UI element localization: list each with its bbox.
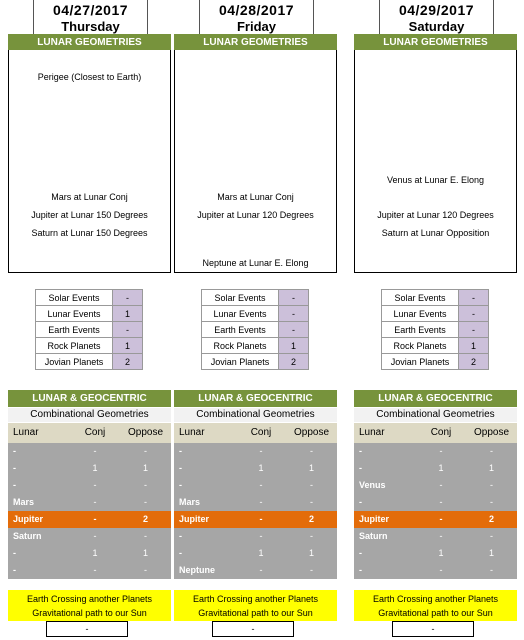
lunar-geometries-box — [174, 50, 337, 273]
event-label: Rock Planets — [36, 338, 113, 354]
event-label: Solar Events — [36, 290, 113, 306]
combinational-geometries-title: Combinational Geometries — [174, 408, 337, 422]
row-body-name: Saturn — [13, 531, 42, 541]
row-oppose-count: - — [490, 531, 493, 541]
row-oppose-count: - — [144, 446, 147, 456]
event-count: - — [459, 290, 489, 306]
earth-crossing-note — [174, 590, 337, 621]
row-conj-count: - — [93, 514, 97, 524]
row-body-name: Neptune — [179, 565, 215, 575]
row-oppose-count: - — [490, 480, 493, 490]
note-line: Earth Crossing another Planets — [372, 594, 499, 604]
lunar-geometries-header: LUNAR GEOMETRIES — [174, 34, 337, 51]
geometry-line: Mars at Lunar Conj — [51, 192, 128, 202]
row-conj-count: 1 — [438, 548, 444, 558]
event-label: Jovian Planets — [382, 354, 459, 370]
grid-row — [354, 511, 517, 528]
note-line: Gravitational path to our Sun — [198, 608, 313, 618]
earth-crossing-note — [354, 590, 517, 621]
lunar-geometries-box — [8, 50, 171, 273]
weekday-label: Friday — [236, 19, 276, 34]
combinational-geometries-title: Combinational Geometries — [354, 408, 517, 422]
event-count: - — [279, 290, 309, 306]
grid-row — [8, 528, 171, 545]
row-body-name: - — [359, 565, 362, 575]
row-oppose-count: 1 — [488, 463, 494, 473]
lunar-geometries-box — [354, 50, 517, 273]
row-conj-count: 1 — [438, 463, 444, 473]
row-body-name: Saturn — [359, 531, 388, 541]
geometry-line: Neptune at Lunar E. Elong — [202, 258, 309, 268]
events-table — [35, 289, 143, 370]
row-oppose-count: 2 — [308, 514, 314, 524]
row-conj-count: - — [259, 531, 263, 541]
grid-header-row — [174, 423, 337, 443]
lunar-geocentric-header: LUNAR & GEOCENTRIC — [8, 390, 171, 407]
events-row — [202, 322, 309, 338]
row-oppose-count: 1 — [308, 463, 314, 473]
event-count: - — [279, 322, 309, 338]
grid-row — [174, 562, 337, 579]
row-conj-count: 1 — [258, 548, 264, 558]
event-label: Earth Events — [382, 322, 459, 338]
date-header — [379, 0, 494, 35]
grid-row — [8, 494, 171, 511]
grid-row — [354, 443, 517, 460]
row-body-name: - — [359, 446, 362, 456]
row-oppose-count: - — [144, 480, 147, 490]
row-conj-count: - — [259, 497, 263, 507]
row-oppose-count: - — [490, 446, 493, 456]
row-conj-count: - — [259, 565, 263, 575]
row-body-name: - — [179, 548, 182, 558]
weekday-label: Saturday — [408, 19, 465, 34]
grid-header-row — [8, 423, 171, 443]
event-label: Earth Events — [36, 322, 113, 338]
geometry-line: Jupiter at Lunar 120 Degrees — [377, 210, 494, 220]
row-body-name: - — [13, 565, 16, 575]
event-label: Lunar Events — [382, 306, 459, 322]
event-count: - — [459, 322, 489, 338]
row-oppose-count: - — [144, 497, 147, 507]
grid-row — [174, 494, 337, 511]
row-conj-count: 1 — [92, 463, 98, 473]
geometry-line: Mars at Lunar Conj — [217, 192, 294, 202]
events-table — [201, 289, 309, 370]
events-row — [202, 290, 309, 306]
combinational-grid — [174, 423, 337, 579]
weekday-label: Thursday — [61, 19, 120, 34]
event-count: - — [279, 306, 309, 322]
event-count: 2 — [279, 354, 309, 370]
note-line: Gravitational path to our Sun — [32, 608, 147, 618]
events-row — [382, 322, 489, 338]
row-conj-count: - — [259, 480, 263, 490]
row-oppose-count: - — [310, 480, 313, 490]
grid-column-header: Lunar — [13, 427, 39, 438]
combinational-grid — [354, 423, 517, 579]
event-count: 1 — [279, 338, 309, 354]
grid-column-header: Conj — [250, 427, 272, 438]
event-count: - — [459, 306, 489, 322]
grid-column-header: Oppose — [293, 427, 330, 438]
events-row — [382, 338, 489, 354]
event-label: Rock Planets — [202, 338, 279, 354]
grid-row — [354, 545, 517, 562]
row-conj-count: - — [93, 446, 97, 456]
events-row — [202, 338, 309, 354]
row-oppose-count: 1 — [142, 463, 148, 473]
event-label: Earth Events — [202, 322, 279, 338]
row-conj-count: - — [439, 497, 443, 507]
row-body-name: Jupiter — [179, 514, 210, 524]
row-body-name: Jupiter — [359, 514, 390, 524]
row-body-name: - — [179, 480, 182, 490]
day-column — [8, 0, 171, 640]
row-conj-count: - — [93, 531, 97, 541]
event-count: - — [113, 322, 143, 338]
row-body-name: - — [359, 497, 362, 507]
grid-row — [354, 477, 517, 494]
grid-row — [174, 528, 337, 545]
day-column — [174, 0, 337, 640]
grid-column-header: Lunar — [359, 427, 385, 438]
row-body-name: - — [179, 463, 182, 473]
geometry-line: Jupiter at Lunar 150 Degrees — [31, 210, 148, 220]
row-conj-count: - — [259, 514, 263, 524]
combinational-grid — [8, 423, 171, 579]
row-oppose-count: 1 — [488, 548, 494, 558]
grid-column-header: Conj — [84, 427, 106, 438]
lunar-geocentric-header: LUNAR & GEOCENTRIC — [354, 390, 517, 407]
row-body-name: - — [179, 531, 182, 541]
events-row — [36, 322, 143, 338]
note-line: Earth Crossing another Planets — [192, 594, 319, 604]
row-body-name: - — [13, 463, 16, 473]
combinational-geometries-title: Combinational Geometries — [8, 408, 171, 422]
grid-row — [8, 511, 171, 528]
row-body-name: Jupiter — [13, 514, 44, 524]
events-row — [382, 306, 489, 322]
event-count: 1 — [113, 338, 143, 354]
events-row — [202, 354, 309, 370]
lunar-geometries-header: LUNAR GEOMETRIES — [354, 34, 517, 51]
event-label: Jovian Planets — [202, 354, 279, 370]
date-label: 04/27/2017 — [52, 2, 129, 18]
row-conj-count: 1 — [258, 463, 264, 473]
row-oppose-count: - — [144, 565, 147, 575]
events-row — [202, 306, 309, 322]
row-oppose-count: 2 — [142, 514, 148, 524]
row-body-name: Venus — [359, 480, 386, 490]
row-oppose-count: - — [310, 446, 313, 456]
date-header — [33, 0, 148, 35]
event-label: Rock Planets — [382, 338, 459, 354]
event-label: Jovian Planets — [36, 354, 113, 370]
row-oppose-count: - — [310, 565, 313, 575]
lunar-geometries-header: LUNAR GEOMETRIES — [8, 34, 171, 51]
events-table — [381, 289, 489, 370]
row-conj-count: - — [93, 565, 97, 575]
event-label: Solar Events — [202, 290, 279, 306]
grid-row — [8, 545, 171, 562]
row-oppose-count: 2 — [488, 514, 494, 524]
geometry-line: Saturn at Lunar 150 Degrees — [31, 228, 148, 238]
row-body-name: Mars — [13, 497, 35, 507]
event-count: 1 — [459, 338, 489, 354]
geometry-line: Saturn at Lunar Opposition — [381, 228, 490, 238]
grid-column-header: Oppose — [473, 427, 510, 438]
grid-row — [174, 511, 337, 528]
row-conj-count: - — [93, 480, 97, 490]
crossing-count-box: - — [392, 621, 474, 637]
grid-row — [174, 477, 337, 494]
date-header — [199, 0, 314, 35]
row-conj-count: - — [439, 480, 443, 490]
grid-row — [354, 494, 517, 511]
row-conj-count: - — [93, 497, 97, 507]
grid-row — [174, 460, 337, 477]
row-conj-count: 1 — [92, 548, 98, 558]
row-body-name: - — [359, 463, 362, 473]
event-count: 1 — [113, 306, 143, 322]
row-body-name: - — [359, 548, 362, 558]
grid-row — [354, 460, 517, 477]
grid-row — [8, 562, 171, 579]
row-conj-count: - — [439, 446, 443, 456]
row-conj-count: - — [439, 514, 443, 524]
grid-row — [8, 460, 171, 477]
grid-row — [8, 477, 171, 494]
lunar-geocentric-header: LUNAR & GEOCENTRIC — [174, 390, 337, 407]
grid-column-header: Lunar — [179, 427, 205, 438]
grid-row — [174, 545, 337, 562]
row-oppose-count: 1 — [308, 548, 314, 558]
date-label: 04/28/2017 — [218, 2, 295, 18]
row-oppose-count: - — [310, 531, 313, 541]
events-row — [36, 306, 143, 322]
row-oppose-count: - — [490, 565, 493, 575]
event-label: Lunar Events — [202, 306, 279, 322]
geometry-line: Venus at Lunar E. Elong — [386, 175, 485, 185]
day-column — [354, 0, 517, 640]
geometry-line: Jupiter at Lunar 120 Degrees — [197, 210, 314, 220]
note-line: Gravitational path to our Sun — [378, 608, 493, 618]
row-oppose-count: - — [310, 497, 313, 507]
event-label: Solar Events — [382, 290, 459, 306]
row-body-name: - — [13, 480, 16, 490]
row-conj-count: - — [259, 446, 263, 456]
crossing-count-box: - — [212, 621, 294, 637]
row-oppose-count: - — [144, 531, 147, 541]
grid-row — [174, 443, 337, 460]
event-count: 2 — [459, 354, 489, 370]
row-oppose-count: 1 — [142, 548, 148, 558]
row-oppose-count: - — [490, 497, 493, 507]
event-count: 2 — [113, 354, 143, 370]
events-row — [36, 338, 143, 354]
row-conj-count: - — [439, 531, 443, 541]
date-label: 04/29/2017 — [398, 2, 475, 18]
grid-header-row — [354, 423, 517, 443]
geometry-line: Perigee (Closest to Earth) — [37, 72, 142, 82]
event-count: - — [113, 290, 143, 306]
events-row — [36, 354, 143, 370]
grid-column-header: Conj — [430, 427, 452, 438]
row-body-name: - — [13, 548, 16, 558]
events-row — [36, 290, 143, 306]
row-body-name: Mars — [179, 497, 201, 507]
grid-column-header: Oppose — [127, 427, 164, 438]
grid-row — [8, 443, 171, 460]
grid-row — [354, 528, 517, 545]
row-body-name: - — [179, 446, 182, 456]
grid-row — [354, 562, 517, 579]
row-body-name: - — [13, 446, 16, 456]
events-row — [382, 354, 489, 370]
crossing-count-box: - — [46, 621, 128, 637]
earth-crossing-note — [8, 590, 171, 621]
note-line: Earth Crossing another Planets — [26, 594, 153, 604]
row-conj-count: - — [439, 565, 443, 575]
events-row — [382, 290, 489, 306]
event-label: Lunar Events — [36, 306, 113, 322]
